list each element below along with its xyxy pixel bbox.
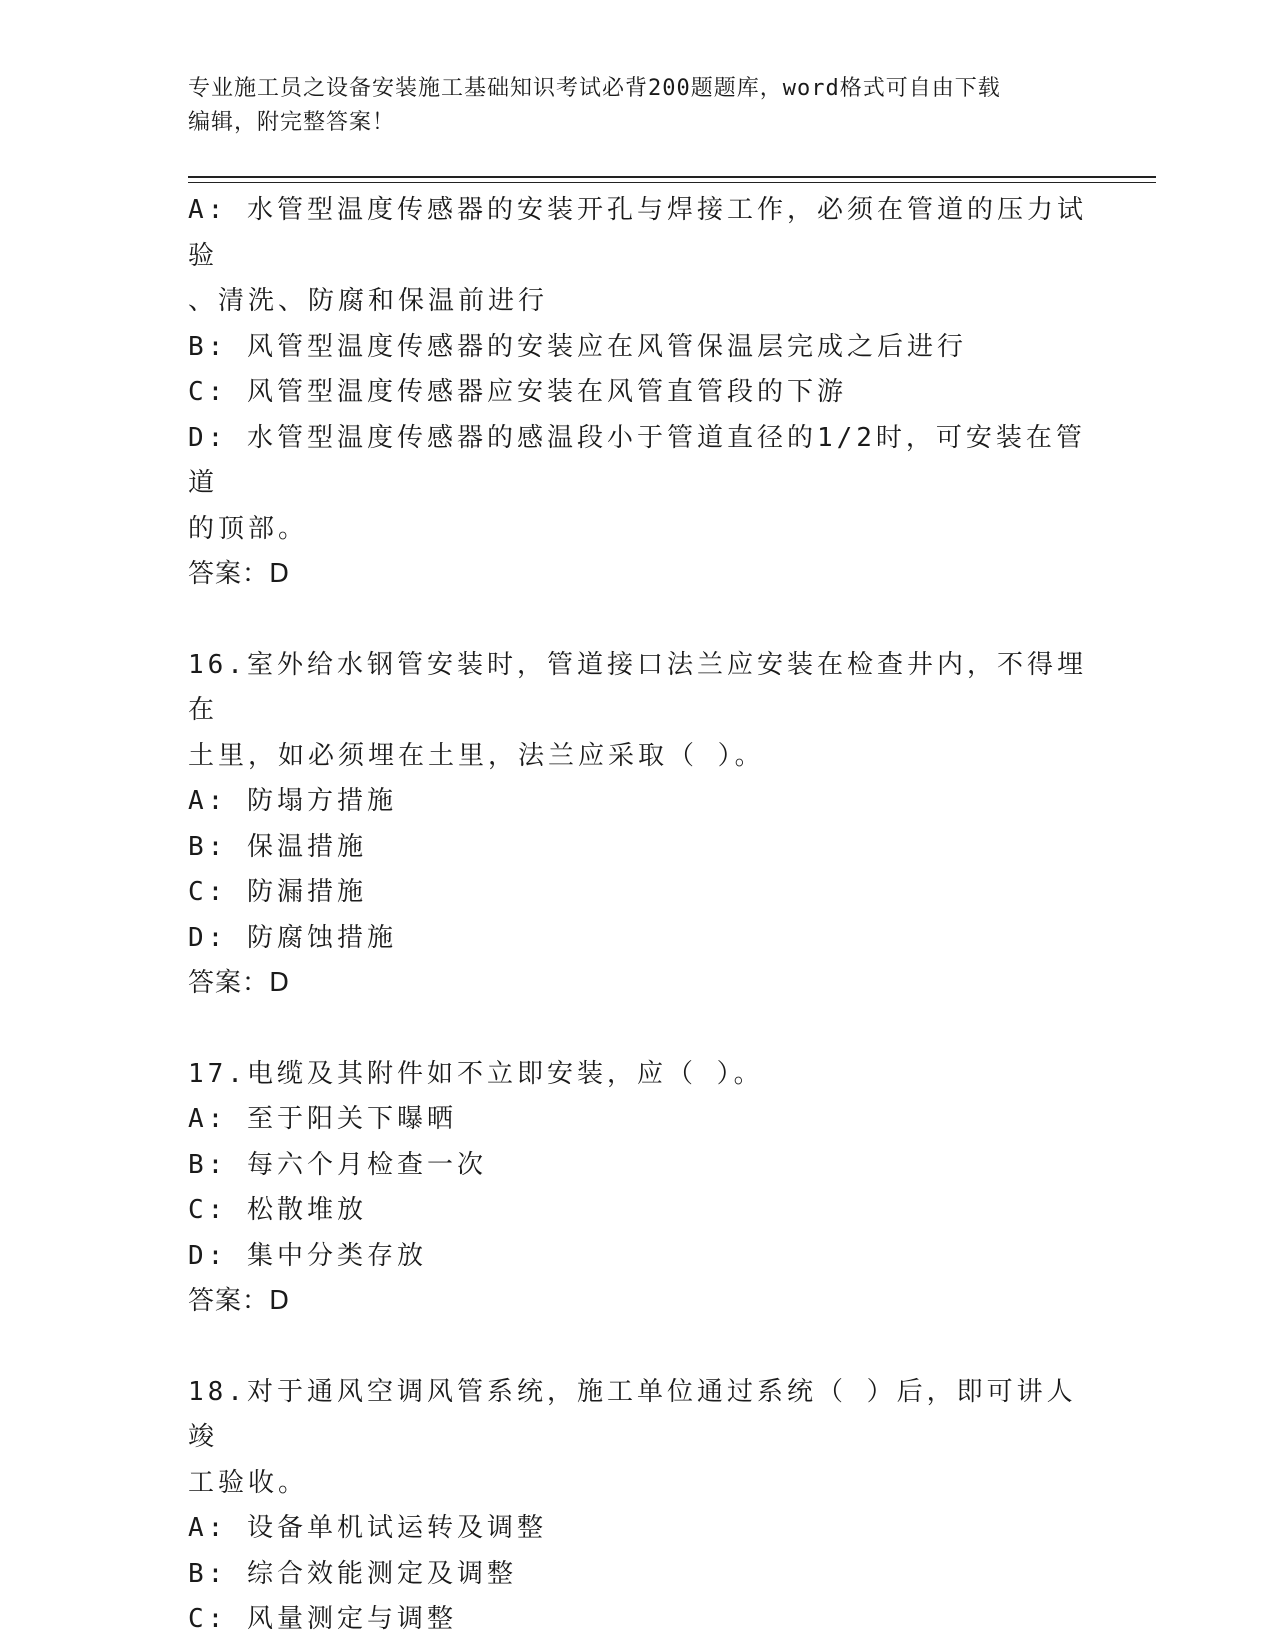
option-b: B: 保温措施 (188, 831, 367, 862)
option-line: D: 水管型温度传感器的感温段小于管道直径的1/2时，可安装在管道 (188, 422, 1086, 498)
option-line: 、清洗、防腐和保温前进行 (188, 286, 549, 316)
option-c: C: 松散堆放 (188, 1195, 367, 1225)
question-16 (188, 643, 1088, 1007)
header-divider-thick (188, 176, 1156, 178)
prev-question-block (188, 188, 1088, 598)
question-stem: 17.电缆及其附件如不立即安装，应（ ）。 (188, 1058, 764, 1089)
question-stem: 16.室外给水钢管安装时，管道接口法兰应安装在检查井内，不得埋在 (188, 649, 1087, 725)
spacer (188, 1325, 1088, 1370)
option-b: B: 综合效能测定及调整 (188, 1558, 517, 1589)
question-stem: 工验收。 (188, 1467, 309, 1498)
question-content (188, 188, 1088, 1643)
option-a: A: 防塌方措施 (188, 786, 397, 816)
question-stem: 18.对于通风空调风管系统，施工单位通过系统（ ）后，即可讲人竣 (188, 1376, 1077, 1452)
option-d: D: 集中分类存放 (188, 1240, 427, 1271)
header-divider-thin (188, 182, 1156, 183)
option-a: A: 至于阳关下曝晒 (188, 1104, 457, 1134)
spacer (188, 1007, 1088, 1052)
option-a: A: 设备单机试运转及调整 (188, 1513, 547, 1543)
document-header (188, 72, 1088, 140)
option-d: D: 防腐蚀措施 (188, 922, 397, 953)
option-line: 的顶部。 (188, 513, 309, 544)
answer-line: 答案：D (188, 968, 291, 998)
answer-line: 答案：D (188, 559, 291, 589)
spacer (188, 598, 1088, 643)
question-stem: 土里，如必须埋在土里，法兰应采取（ ）。 (188, 740, 765, 771)
option-line: C: 风管型温度传感器应安装在风管直管段的下游 (188, 377, 847, 407)
option-line: A: 水管型温度传感器的安装开孔与焊接工作，必须在管道的压力试验 (188, 195, 1087, 271)
option-b: B: 每六个月检查一次 (188, 1149, 487, 1180)
header-line-2: 编辑，附完整答案！ (188, 110, 396, 135)
option-c: C: 防漏措施 (188, 877, 367, 907)
answer-line: 答案：D (188, 1286, 291, 1316)
question-17 (188, 1052, 1088, 1325)
header-line-1: 专业施工员之设备安装施工基础知识考试必背200题题库，word格式可自由下载 (188, 76, 1001, 101)
question-18 (188, 1370, 1088, 1643)
option-c: C: 风量测定与调整 (188, 1604, 457, 1634)
option-line: B: 风管型温度传感器的安装应在风管保温层完成之后进行 (188, 331, 967, 362)
